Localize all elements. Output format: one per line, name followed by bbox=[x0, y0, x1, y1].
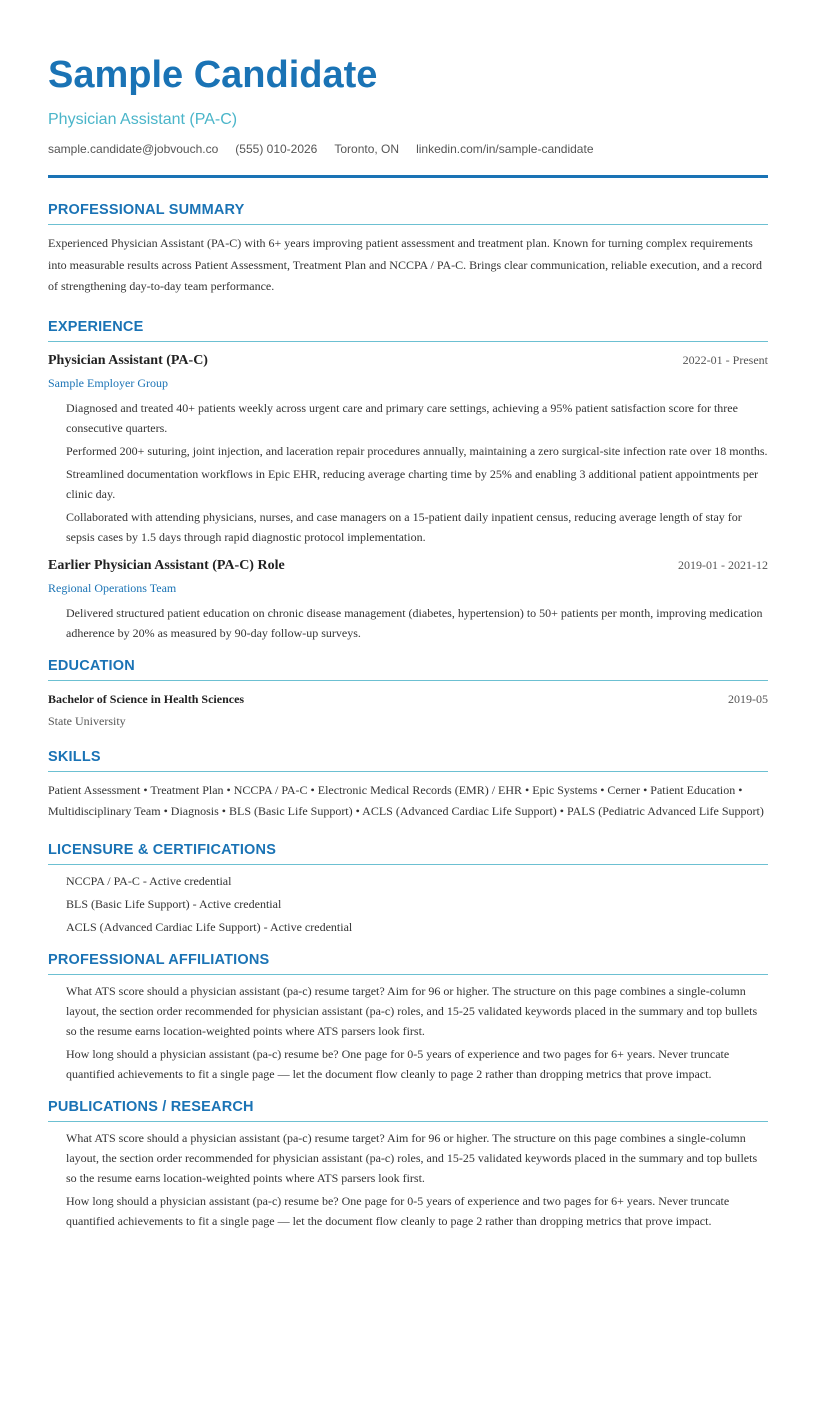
certification-item: ACLS (Advanced Cardiac Life Support) - Active credential bbox=[66, 919, 353, 934]
contact-location: Toronto, ON bbox=[334, 142, 400, 156]
job-employer: Regional Operations Team bbox=[48, 580, 177, 595]
job-bullets bbox=[48, 398, 768, 547]
affiliations-section bbox=[48, 951, 768, 1084]
affiliations-list bbox=[48, 981, 768, 1084]
publications-heading: PUBLICATIONS / RESEARCH bbox=[48, 1098, 768, 1122]
job-bullets bbox=[48, 603, 768, 643]
job-bullet: Streamlined documentation workflows in Epic EHR, reducing average charting time by 25% and enabling 3 additional patient appointments per clinic day. bbox=[66, 466, 759, 501]
job-dates: 2019-01 - 2021-12 bbox=[678, 557, 768, 572]
affiliation-item: How long should a physician assistant (pa-c) resume be? One page for 0-5 years of experience and two pages for 6+ years. Never truncate quantified achievements to fit a single page — let the document flow cleanly to page 2 rather than dropping metrics that prove impact. bbox=[66, 1046, 730, 1081]
affiliations-heading: PROFESSIONAL AFFILIATIONS bbox=[48, 951, 768, 975]
header-divider bbox=[48, 175, 768, 178]
job-title: Physician Assistant (PA-C) bbox=[48, 352, 208, 368]
certification-item: NCCPA / PA-C - Active credential bbox=[66, 873, 232, 888]
experience-heading: EXPERIENCE bbox=[48, 318, 768, 342]
certifications-list bbox=[48, 871, 768, 937]
job-bullet: Collaborated with attending physicians, nurses, and case managers on a 15-patient daily inpatient census, reducing average length of stay for sepsis cases by 1.5 days through rapid diagnostic protocol implementation. bbox=[66, 509, 742, 544]
publication-item: What ATS score should a physician assistant (pa-c) resume target? Aim for 96 or higher. The structure on this page combines a single-column layout, the section order recommended for physician assistant (pa-c) roles, and 15-25 validated keywords placed in the summary and top bullets so the resume earns location-weighted points where ATS parsers look first. bbox=[66, 1130, 758, 1185]
affiliation-item: What ATS score should a physician assistant (pa-c) resume target? Aim for 96 or higher. The structure on this page combines a single-column layout, the section order recommended for physician assistant (pa-c) roles, and 15-25 validated keywords placed in the summary and top bullets so the resume earns location-weighted points where ATS parsers look first. bbox=[66, 983, 758, 1038]
skills-section bbox=[48, 748, 768, 823]
job-entry bbox=[48, 352, 768, 547]
certification-item: BLS (Basic Life Support) - Active credential bbox=[66, 896, 282, 911]
resume-page bbox=[48, 0, 768, 1231]
job-bullet: Diagnosed and treated 40+ patients weekly across urgent care and primary care settings, achieving a 95% patient satisfaction score for three consecutive quarters. bbox=[66, 400, 738, 435]
education-section bbox=[48, 657, 768, 729]
job-title: Earlier Physician Assistant (PA-C) Role bbox=[48, 557, 285, 573]
education-date: 2019-05 bbox=[728, 691, 768, 706]
summary-heading: PROFESSIONAL SUMMARY bbox=[48, 201, 768, 225]
candidate-role: Physician Assistant (PA-C) bbox=[48, 111, 238, 128]
publications-section bbox=[48, 1098, 768, 1231]
job-entry bbox=[48, 557, 768, 643]
candidate-name: Sample Candidate bbox=[48, 54, 378, 96]
summary-section bbox=[48, 201, 768, 298]
education-school: State University bbox=[48, 713, 126, 728]
experience-section bbox=[48, 318, 768, 643]
certifications-heading: LICENSURE & CERTIFICATIONS bbox=[48, 841, 768, 865]
contact-line bbox=[48, 140, 768, 158]
job-employer: Sample Employer Group bbox=[48, 375, 168, 390]
publications-list bbox=[48, 1128, 768, 1231]
summary-text: Experienced Physician Assistant (PA-C) with 6+ years improving patient assessment and treatment plan. Known for turning complex requirements into measurable results across Patient Assessment, Treatment Plan and NCCPA / PA-C. Brings clear communication, reliable execution, and a record of strengthening day-to-day team performance. bbox=[48, 236, 762, 293]
job-bullet: Performed 200+ suturing, joint injection, and laceration repair procedures annually, maintaining a zero surgical-site infection rate over 18 months. bbox=[66, 443, 768, 458]
contact-email[interactable]: sample.candidate@jobvouch.co bbox=[48, 142, 219, 156]
contact-linkedin[interactable]: linkedin.com/in/sample-candidate bbox=[416, 142, 594, 156]
skills-text: Patient Assessment • Treatment Plan • NCCPA / PA-C • Electronic Medical Records (EMR) / EHR • Epic Systems • Cerner • Patient Education • Multidisciplinary Team • Diagnosis • BLS (Basic Life Support) • ACLS (Advanced Cardiac Life Support) • PALS (Pediatric Advanced Life Support) bbox=[48, 782, 764, 818]
skills-heading: SKILLS bbox=[48, 748, 768, 772]
education-heading: EDUCATION bbox=[48, 657, 768, 681]
job-bullet: Delivered structured patient education on chronic disease management (diabetes, hypertension) to 50+ patients per month, improving medication adherence by 20% as measured by 90-day follow-up surveys. bbox=[66, 605, 763, 640]
education-degree: Bachelor of Science in Health Sciences bbox=[48, 691, 245, 706]
job-dates: 2022-01 - Present bbox=[682, 352, 768, 367]
certifications-section bbox=[48, 841, 768, 937]
publication-item: How long should a physician assistant (pa-c) resume be? One page for 0-5 years of experience and two pages for 6+ years. Never truncate quantified achievements to fit a single page — let the document flow cleanly to page 2 rather than dropping metrics that prove impact. bbox=[66, 1193, 730, 1228]
contact-phone: (555) 010-2026 bbox=[235, 142, 318, 156]
